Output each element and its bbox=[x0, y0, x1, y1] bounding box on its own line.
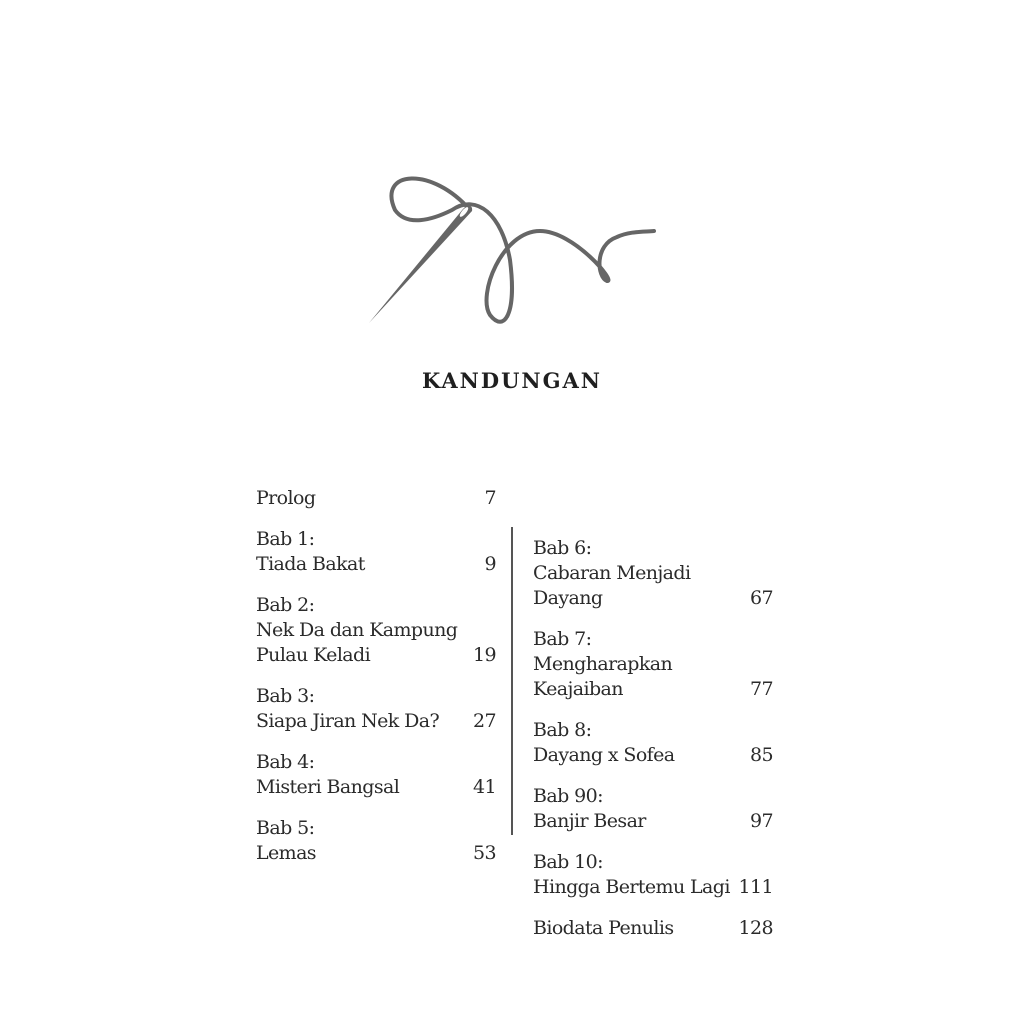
entry-title: Pulau Keladi bbox=[256, 644, 371, 666]
entry-title: Dayang bbox=[533, 587, 603, 609]
toc-entry-bab-4 bbox=[256, 750, 496, 800]
page-number: 27 bbox=[473, 710, 496, 732]
page-number: 128 bbox=[738, 917, 773, 939]
page-title: KANDUNGAN bbox=[421, 368, 603, 393]
entry-title: Biodata Penulis bbox=[533, 917, 674, 939]
page-number: 67 bbox=[750, 587, 773, 609]
needle-thread-icon bbox=[362, 165, 662, 335]
entry-title: Nek Da dan Kampung bbox=[256, 619, 458, 641]
toc-column-left bbox=[256, 486, 496, 882]
chapter-label: Bab 7: bbox=[533, 628, 592, 650]
chapter-label: Bab 4: bbox=[256, 751, 315, 773]
entry-title: Mengharapkan bbox=[533, 653, 673, 675]
page-number: 19 bbox=[473, 644, 496, 666]
toc-entry-bab-10 bbox=[533, 850, 773, 900]
page-number: 41 bbox=[473, 776, 496, 798]
toc-entry-bab-5 bbox=[256, 816, 496, 866]
page-number: 53 bbox=[473, 842, 496, 864]
chapter-label: Bab 8: bbox=[533, 719, 592, 741]
page-number: 97 bbox=[750, 810, 773, 832]
chapter-label: Bab 6: bbox=[533, 537, 592, 559]
entry-title: Lemas bbox=[256, 842, 316, 864]
entry-title: Cabaran Menjadi bbox=[533, 562, 691, 584]
chapter-label: Bab 2: bbox=[256, 594, 315, 616]
entry-title: Siapa Jiran Nek Da? bbox=[256, 710, 440, 732]
entry-title: Tiada Bakat bbox=[256, 553, 365, 575]
entry-title: Keajaiban bbox=[533, 678, 623, 700]
toc-entry-bab-7 bbox=[533, 627, 773, 702]
entry-title: Banjir Besar bbox=[533, 810, 646, 832]
entry-title: Hingga Bertemu Lagi bbox=[533, 876, 730, 898]
chapter-label: Bab 5: bbox=[256, 817, 315, 839]
toc-entry-prolog bbox=[256, 486, 496, 511]
entry-title: Misteri Bangsal bbox=[256, 776, 400, 798]
page-number: 85 bbox=[750, 744, 773, 766]
page-number: 9 bbox=[484, 553, 496, 575]
chapter-label: Bab 3: bbox=[256, 685, 315, 707]
toc-entry-bab-2 bbox=[256, 593, 496, 668]
page-number: 7 bbox=[484, 487, 496, 509]
page-number: 111 bbox=[738, 876, 773, 898]
toc-entry-bab-6 bbox=[533, 536, 773, 611]
page-number: 77 bbox=[750, 678, 773, 700]
toc-entry-bab-90 bbox=[533, 784, 773, 834]
chapter-label: Bab 10: bbox=[533, 851, 603, 873]
toc-entry-bab-1 bbox=[256, 527, 496, 577]
entry-title: Prolog bbox=[256, 487, 316, 509]
chapter-label: Bab 1: bbox=[256, 528, 315, 550]
toc-entry-bab-3 bbox=[256, 684, 496, 734]
toc-entry-bab-8 bbox=[533, 718, 773, 768]
toc-entry-biodata bbox=[533, 916, 773, 941]
column-divider bbox=[511, 527, 513, 835]
chapter-label: Bab 90: bbox=[533, 785, 603, 807]
entry-title: Dayang x Sofea bbox=[533, 744, 675, 766]
toc-column-right bbox=[533, 536, 773, 957]
